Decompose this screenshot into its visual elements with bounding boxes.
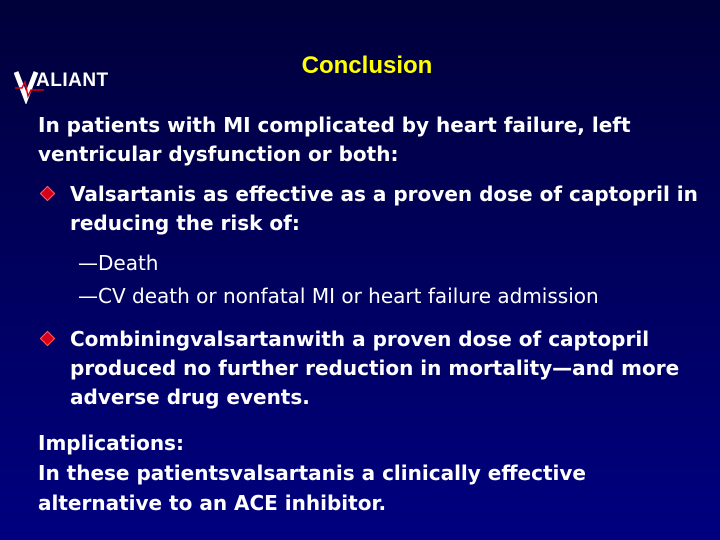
intro-text	[38, 111, 718, 169]
implications-line: alternative to an ACE inhibitor.	[38, 491, 387, 515]
intro-line: ventricular dysfunction or both:	[38, 142, 399, 166]
bullet-text	[70, 325, 679, 412]
implications-line: In these patientsvalsartanis a clinically effective	[38, 461, 586, 485]
bullet-line: reducing the risk of:	[70, 211, 300, 235]
bullet-line: Combiningvalsartanwith a proven dose of captopril	[70, 327, 650, 351]
red-diamond-bullet-icon	[40, 331, 56, 347]
sub-item-death: —Death	[78, 251, 159, 275]
bullet-line: adverse drug events.	[70, 385, 310, 409]
slide-title: Conclusion	[301, 52, 433, 79]
red-diamond-bullet-icon	[40, 186, 56, 202]
bullet-line: produced no further reduction in mortality—and more	[70, 356, 680, 380]
implications-block	[38, 428, 586, 518]
bullet-line: Valsartanis as effective as a proven dose of captopril in	[70, 182, 698, 206]
sub-item-cv-death: —CV death or nonfatal MI or heart failure admission	[78, 284, 599, 308]
bullet-text	[70, 180, 698, 238]
logo-text: ALIANT	[36, 70, 109, 91]
intro-line: In patients with MI complicated by heart failure, left	[38, 113, 631, 137]
implications-heading: Implications:	[38, 431, 184, 455]
